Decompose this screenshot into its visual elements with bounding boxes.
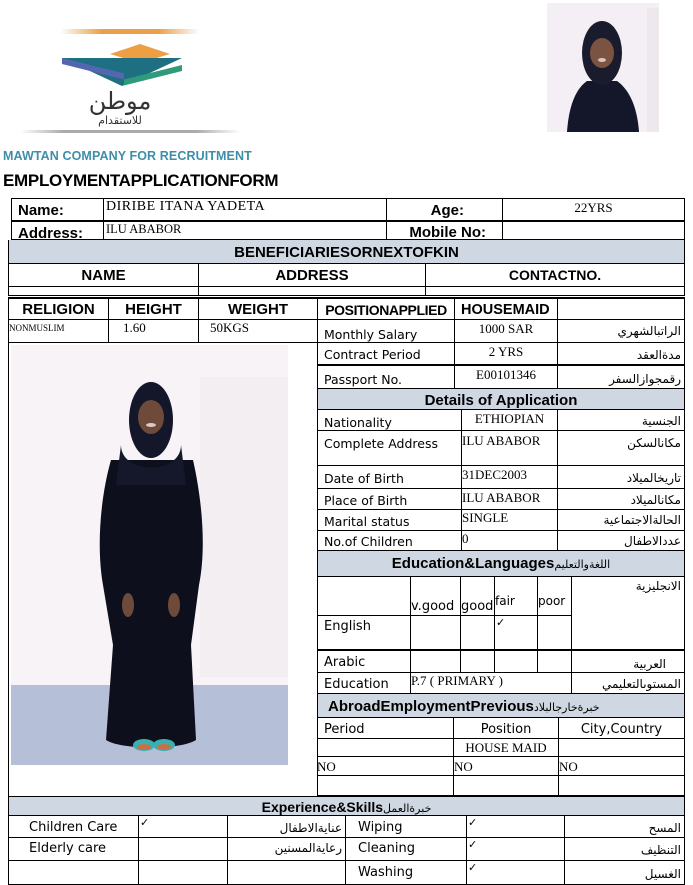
mobile-label-cell: [386, 220, 503, 240]
name-label-cell: [11, 198, 104, 220]
skill-wiping-arabic: المسح: [648, 821, 681, 835]
skill-elderly-care-check-cell[interactable]: [138, 837, 228, 861]
position-value: HOUSEMAID: [461, 302, 550, 318]
children-arabic-cell: [557, 530, 685, 551]
marital-label: Marital status: [324, 514, 410, 529]
skill-cleaning-label: Cleaning: [358, 841, 415, 856]
details-header: [317, 388, 685, 410]
logo-top-bar: [60, 29, 200, 34]
children-value: 0: [462, 531, 469, 546]
english-good-cell[interactable]: [460, 615, 495, 650]
skill-cleaning-arabic-cell: [564, 837, 685, 861]
skill-cleaning-arabic: التنظيف: [640, 843, 681, 857]
english-arabic-label: الانجليزية: [635, 579, 681, 593]
company-logo: [20, 20, 240, 135]
beneficiaries-header: [8, 240, 685, 264]
skill-elderly-care-label: Elderly care: [29, 841, 107, 856]
height-header: [108, 297, 199, 320]
dob-label: Date of Birth: [324, 471, 404, 486]
arabic-label-cell: [317, 649, 411, 673]
marital-label-cell: [317, 509, 462, 531]
skills-title-en: Experience&Skills: [261, 799, 384, 815]
education-title-ar: اللغةوالتعليم: [554, 558, 611, 571]
level-fair-label: fair: [495, 594, 515, 608]
mobile-label: Mobile No:: [409, 224, 486, 240]
weight-header: [198, 297, 318, 320]
passport-label: Passport No.: [324, 372, 403, 387]
level-good-label: good: [461, 599, 494, 614]
mobile-value-cell[interactable]: [502, 220, 685, 240]
level-poor-label: poor: [538, 594, 566, 608]
abroad-row-1-position: [453, 738, 559, 757]
abroad-row-3-city: [558, 775, 685, 796]
beneficiary-contact-header: [425, 263, 685, 287]
nationality-value: ETHIOPIAN: [474, 411, 545, 426]
details-title: Details of Application: [424, 392, 578, 409]
education-value-cell: [410, 672, 572, 694]
abroad-title: [328, 698, 600, 715]
level-vgood-label: v.good: [411, 599, 455, 614]
education-header: [317, 550, 685, 577]
height-label: HEIGHT: [125, 301, 182, 318]
contract-period-label: Contract Period: [324, 347, 421, 362]
skill-elderly-care-label-cell: [8, 837, 139, 861]
abroad-row-2-position-value: NO: [454, 759, 473, 774]
height-value: 1.60: [123, 320, 146, 335]
english-fair-cell[interactable]: [494, 615, 538, 650]
abroad-row-3-position: [453, 775, 559, 796]
skill-elderly-care-arabic: رعايةالمسنين: [274, 841, 342, 855]
level-poor-header: [537, 576, 572, 616]
skill-wiping-arabic-cell: [564, 815, 685, 838]
contract-period-arabic-cell: [557, 342, 685, 365]
logo-arabic-name: موطن: [88, 87, 152, 115]
pob-value: ILU ABABOR: [462, 490, 541, 505]
abroad-row-3-period: [317, 775, 454, 796]
weight-label: WEIGHT: [228, 301, 288, 318]
complete-address-arabic-label: مكانالسكن: [627, 436, 681, 450]
skills-header: [8, 796, 685, 816]
salary-value: 1000 SAR: [478, 321, 534, 336]
dob-arabic-cell: [557, 465, 685, 489]
weight-value: 50KGS: [210, 320, 250, 335]
salary-arabic-label: الراتبالشهري: [617, 324, 681, 338]
passport-arabic-label: رقمجوازالسفر: [609, 372, 681, 386]
religion-value: NONMUSLIM: [9, 323, 65, 333]
abroad-position-label: Position: [480, 722, 532, 737]
age-value: 22YRS: [574, 200, 613, 215]
check-icon: ✓: [496, 616, 506, 629]
children-value-cell: [461, 530, 558, 551]
passport-value-cell: [454, 364, 558, 389]
arabic-label: Arabic: [324, 655, 366, 670]
dob-value: 31DEC2003: [462, 467, 527, 482]
abroad-period-header: [317, 717, 454, 739]
contract-row-passport: [317, 364, 455, 389]
english-vgood-cell[interactable]: [410, 615, 461, 650]
abroad-period-label: Period: [324, 722, 365, 737]
skill-wiping-check-cell[interactable]: [466, 815, 565, 838]
marital-value: SINGLE: [462, 510, 509, 525]
skill-empty-arabic-cell: [227, 860, 346, 885]
abroad-city-label: City,Country: [580, 722, 663, 737]
education-label-cell: [317, 672, 411, 694]
arabic-arabic-label: العربية: [633, 657, 666, 671]
logo-bottom-bar: [20, 130, 240, 133]
religion-value-cell: [8, 319, 109, 343]
beneficiary-contact-value[interactable]: [425, 286, 685, 296]
abroad-row-1-period: [317, 738, 454, 757]
name-label: Name:: [18, 202, 64, 219]
children-label: No.of Children: [324, 534, 413, 549]
abroad-row-2-period: [317, 756, 454, 776]
skill-children-care-arabic: عنايةالاطفال: [279, 821, 342, 835]
nationality-value-cell: [461, 409, 558, 431]
contract-period-value-cell: [454, 342, 558, 365]
english-arabic-cell: [571, 576, 685, 650]
abroad-row-1-city: [558, 738, 685, 757]
logo-diamond-icon: [110, 44, 170, 54]
abroad-position-header: [453, 717, 559, 739]
complete-address-value: ILU ABABOR: [462, 433, 541, 448]
weight-value-cell: [198, 319, 318, 343]
height-value-cell: [108, 319, 199, 343]
salary-label: Monthly Salary: [324, 327, 418, 342]
lang-blank-header: [317, 576, 411, 616]
education-title: [318, 555, 684, 572]
arabic-arabic-cell: [571, 649, 685, 673]
nationality-arabic-label: الجنسية: [641, 414, 681, 428]
age-value-cell: [502, 198, 685, 220]
contract-period-value: 2 YRS: [488, 344, 524, 359]
name-value: DIRIBE ITANA YADETA: [106, 199, 266, 214]
level-good-header: [460, 576, 495, 616]
arabic-fair-cell[interactable]: [494, 649, 538, 673]
beneficiary-address-header: [198, 263, 426, 287]
pob-label-cell: [317, 488, 462, 510]
skill-washing-arabic-cell: [564, 860, 685, 885]
skill-cleaning-check-cell[interactable]: [466, 837, 565, 861]
check-icon: ✓: [468, 816, 478, 829]
form-title: EMPLOYMENTAPPLICATIONFORM: [3, 171, 279, 190]
contract-row-salary: [317, 319, 455, 343]
skill-wiping-label: Wiping: [358, 820, 403, 835]
position-extra-cell: [557, 297, 685, 320]
english-poor-cell[interactable]: [537, 615, 572, 650]
marital-arabic-cell: [557, 509, 685, 531]
skill-children-care-check-cell[interactable]: [138, 815, 228, 838]
education-arabic-label: المستوىالتعليمي: [601, 677, 681, 691]
skill-washing-arabic: الغسيل: [644, 867, 681, 881]
abroad-row-2-city: [558, 756, 685, 776]
religion-header: [8, 297, 109, 320]
education-label: Education: [324, 677, 389, 692]
age-label: Age:: [430, 202, 464, 219]
complete-address-arabic-cell: [557, 430, 685, 466]
children-arabic-label: عددالاطفال: [624, 534, 681, 548]
arabic-poor-cell[interactable]: [537, 649, 572, 673]
pob-value-cell: [461, 488, 558, 510]
children-label-cell: [317, 530, 462, 551]
skills-title: [9, 799, 684, 815]
salary-value-cell: [454, 319, 558, 343]
pob-arabic-label: مكانالميلاد: [630, 493, 681, 507]
check-icon: ✓: [468, 838, 478, 851]
skill-elderly-care-arabic-cell: [227, 837, 346, 861]
pob-arabic-cell: [557, 488, 685, 510]
abroad-title-ar: خبرةخارجالبلاد: [533, 701, 600, 714]
complete-address-label-cell: [317, 430, 462, 466]
address-label: Address:: [18, 225, 84, 240]
beneficiary-name-value[interactable]: [8, 286, 199, 296]
skill-washing-check-cell[interactable]: [466, 860, 565, 885]
name-value-cell: [103, 198, 387, 220]
skill-empty-label-cell: [8, 860, 139, 885]
applicant-portrait-photo: [547, 3, 659, 132]
level-fair-header: [494, 576, 538, 616]
contract-period-arabic-label: مدةالعقد: [636, 348, 681, 362]
skill-empty-check-cell[interactable]: [138, 860, 228, 885]
nationality-arabic-cell: [557, 409, 685, 431]
nationality-label: Nationality: [324, 415, 392, 430]
religion-label: RELIGION: [22, 301, 95, 318]
applicant-full-body-photo: [11, 345, 288, 765]
education-value: P.7 ( PRIMARY ): [411, 673, 503, 688]
passport-arabic-cell: [557, 364, 685, 389]
skill-wiping-label-cell: [345, 815, 467, 838]
skill-cleaning-label-cell: [345, 837, 467, 861]
contract-row-period: [317, 342, 455, 365]
dob-label-cell: [317, 465, 462, 489]
skill-children-care-label-cell: [8, 815, 139, 838]
address-value: ILU ABABOR: [106, 222, 182, 236]
education-arabic-cell: [571, 672, 685, 694]
address-label-cell: [11, 220, 104, 240]
abroad-row-2-city-value: NO: [559, 759, 578, 774]
arabic-vgood-cell[interactable]: [410, 649, 461, 673]
abroad-header: [317, 693, 685, 718]
salary-arabic-cell: [557, 319, 685, 343]
arabic-good-cell[interactable]: [460, 649, 495, 673]
nationality-label-cell: [317, 409, 462, 431]
abroad-city-header: [558, 717, 685, 739]
skill-washing-label-cell: [345, 860, 467, 885]
check-icon: ✓: [468, 861, 478, 874]
skill-children-care-arabic-cell: [227, 815, 346, 838]
dob-arabic-label: تاريخالميلاد: [626, 471, 681, 485]
age-label-cell: [386, 198, 503, 220]
dob-value-cell: [461, 465, 558, 489]
abroad-row-1-position-value: HOUSE MAID: [465, 740, 547, 755]
skill-children-care-label: Children Care: [29, 820, 118, 835]
beneficiary-name-header: [8, 263, 199, 287]
marital-value-cell: [461, 509, 558, 531]
check-icon: ✓: [140, 816, 150, 829]
company-name: MAWTAN COMPANY FOR RECRUITMENT: [3, 149, 252, 163]
abroad-title-en: AbroadEmploymentPrevious: [328, 698, 534, 715]
beneficiary-name-label: NAME: [81, 267, 126, 284]
skill-washing-label: Washing: [358, 865, 414, 880]
english-label-cell: [317, 615, 411, 650]
beneficiaries-title: BENEFICIARIESORNEXTOFKIN: [234, 244, 459, 261]
complete-address-label: Complete Address: [324, 436, 438, 451]
position-value-cell: [454, 297, 558, 320]
complete-address-value-cell: [461, 430, 558, 466]
education-title-en: Education&Languages: [391, 555, 555, 572]
passport-value: E00101346: [476, 367, 536, 382]
address-value-cell: [103, 220, 387, 240]
logo-arabic-subtitle: للاستقدام: [98, 114, 142, 127]
level-vgood-header: [410, 576, 461, 616]
english-label: English: [324, 619, 371, 634]
position-applied-header: [317, 297, 455, 320]
marital-arabic-label: الحالةالاجتماعية: [603, 513, 681, 527]
beneficiary-contact-label: CONTACTNO.: [508, 267, 602, 283]
beneficiary-address-label: ADDRESS: [275, 267, 349, 284]
pob-label: Place of Birth: [324, 493, 408, 508]
abroad-row-2-period-value: NO: [317, 759, 336, 774]
abroad-row-2-position: [453, 756, 559, 776]
beneficiary-address-value[interactable]: [198, 286, 426, 296]
position-applied-label: POSITIONAPPLIED: [325, 302, 447, 318]
skills-title-ar: خبرةالعمل: [383, 802, 432, 815]
